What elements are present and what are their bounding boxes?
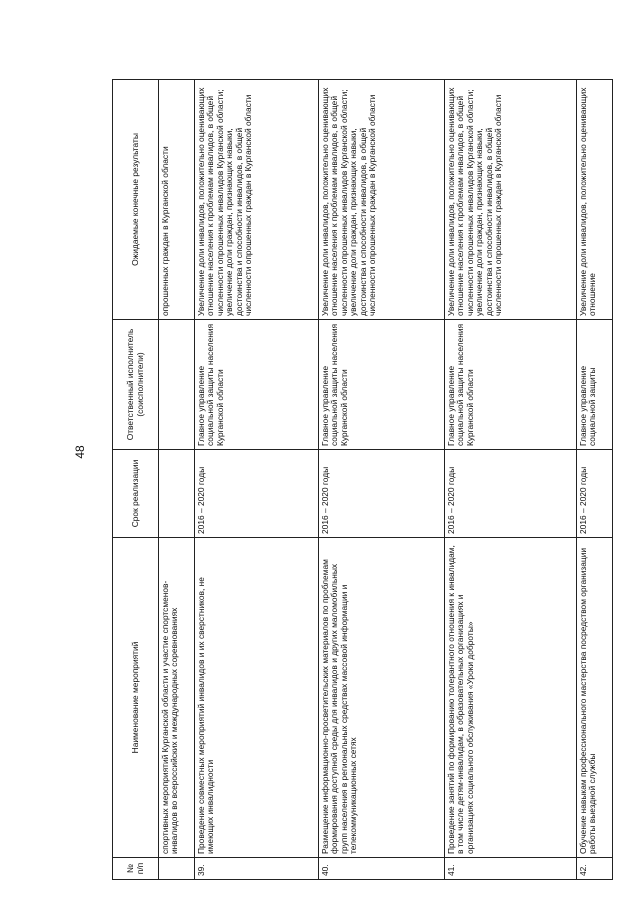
cell-term: [159, 450, 195, 538]
page-number: 48: [73, 445, 87, 459]
cell-num: [159, 858, 195, 880]
header-event: Наименование мероприятий: [113, 538, 159, 858]
measures-table: [112, 79, 613, 880]
table-row: [319, 80, 445, 880]
cell-executor: Главное управление социальной защиты населения Курганской области: [445, 320, 577, 450]
header-result: Ожидаемые конечные результаты: [113, 80, 159, 320]
cell-result: Увеличение доли инвалидов, положительно оценивающих отношение населения к проблемам инвалидов, в общей численности опрошенных инвалидов Курганской области; увеличение доли граждан, признающих навыки, достоинства и способности инвалидов, в общей численности опрошенных граждан в Курганской области: [445, 80, 577, 320]
cell-executor: [159, 320, 195, 450]
cell-num: 39.: [195, 858, 319, 880]
cell-result: Увеличение доли инвалидов, положительно оценивающих отношение населения к проблемам инвалидов, в общей численности опрошенных инвалидов Курганской области; увеличение доли граждан, признающих навыки, достоинства и способности инвалидов, в общей численности опрошенных граждан в Курганской области: [319, 80, 445, 320]
table-row: [159, 80, 195, 880]
cell-executor: Главное управление социальной защиты населения Курганской области: [195, 320, 319, 450]
cell-event: Обучение навыкам профессионального мастерства посредством организации работы выездной службы: [577, 538, 613, 858]
table-row: [577, 80, 613, 880]
cell-num: 40.: [319, 858, 445, 880]
cell-term: 2016 – 2020 годы: [445, 450, 577, 538]
cell-num: 42.: [577, 858, 613, 880]
cell-result: Увеличение доли инвалидов, положительно оценивающих отношение населения к проблемам инвалидов, в общей численности опрошенных инвалидов Курганской области; увеличение доли граждан, признающих навыки, достоинства и способности инвалидов, в общей численности опрошенных граждан в Курганской области: [195, 80, 319, 320]
rotated-table-container: [112, 80, 612, 880]
table-row: [195, 80, 319, 880]
cell-event: спортивных мероприятий Курганской области и участие спортсменов-инвалидов во всероссийских и международных соревнованиях: [159, 538, 195, 858]
cell-result: опрошенных граждан в Курганской области: [159, 80, 195, 320]
table-header-row: [113, 80, 159, 880]
cell-num: 41.: [445, 858, 577, 880]
cell-event: Проведение занятий по формированию толерантного отношения к инвалидам, в том числе детям-инвалидам, в образовательных организациях и организациях социального обслуживания «Уроки доброты»: [445, 538, 577, 858]
cell-term: 2016 – 2020 годы: [577, 450, 613, 538]
header-executor: Ответственный исполнитель (соисполнители): [113, 320, 159, 450]
table-row: [445, 80, 577, 880]
cell-executor: Главное управление социальной защиты: [577, 320, 613, 450]
cell-event: Проведение совместных мероприятий инвалидов и их сверстников, не имеющих инвалидности: [195, 538, 319, 858]
header-num: № п/п: [113, 858, 159, 880]
cell-term: 2016 – 2020 годы: [319, 450, 445, 538]
header-term: Срок реализации: [113, 450, 159, 538]
cell-term: 2016 – 2020 годы: [195, 450, 319, 538]
cell-executor: Главное управление социальной защиты населения Курганской области: [319, 320, 445, 450]
cell-event: Размещение информационно-просветительских материалов по проблемам формирования доступной среды для инвалидов и других маломобильных групп населения в региональных средствах массовой информации и телекоммуникационных сетях: [319, 538, 445, 858]
cell-result: Увеличение доли инвалидов, положительно оценивающих отношение: [577, 80, 613, 320]
